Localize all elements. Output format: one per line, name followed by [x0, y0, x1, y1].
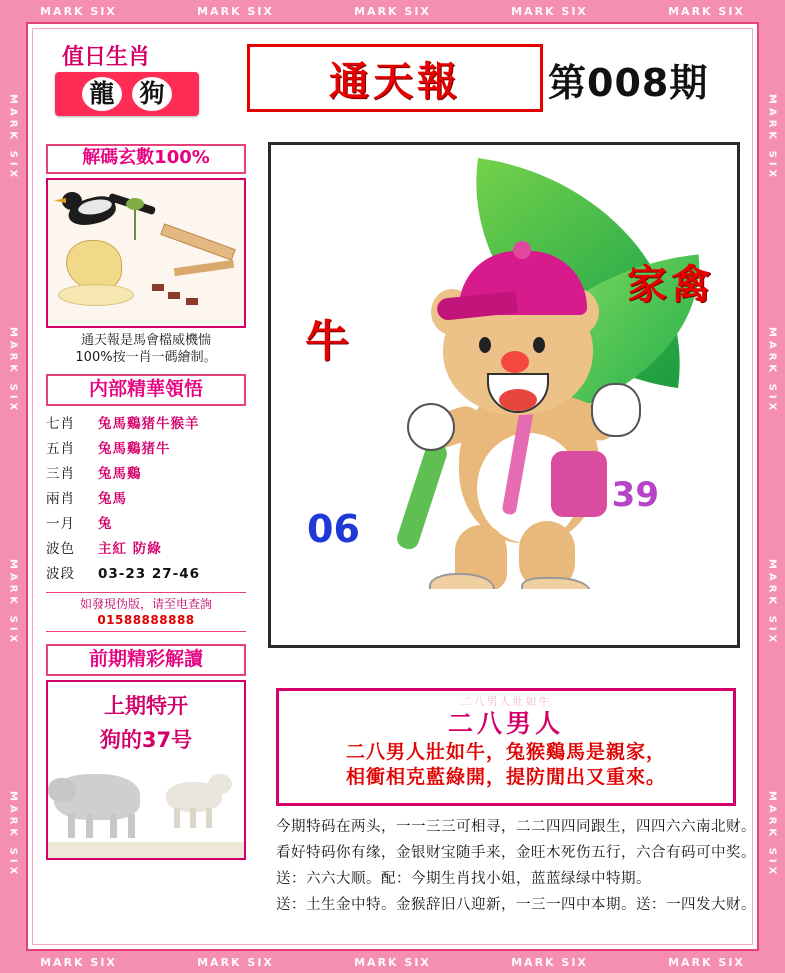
- decode-header: 解碼玄數100%: [46, 144, 246, 174]
- marquee-text: MARK SIX: [354, 955, 431, 969]
- bottom-text-line: 今期特码在两头，一一三三可相寻，二二四四同跟生，四四六六南北财。: [276, 819, 756, 835]
- table-row: [46, 487, 246, 507]
- dog-leg-shape: [206, 808, 212, 828]
- dog-leg-shape: [190, 808, 196, 828]
- bottom-text-line: 送：土生金中特。金猴辞旧八迎新，一三一四中本期。送：一四发大财。: [276, 897, 756, 913]
- table-row: [46, 462, 246, 482]
- prediction-value: 兔馬鷄: [98, 466, 142, 482]
- prediction-value: 兔馬: [98, 491, 127, 507]
- prediction-table: [46, 412, 246, 582]
- plant-stem-shape: [134, 206, 136, 240]
- poem-line-1: 二八男人壯如牛，兔猴鷄馬是親家，: [345, 741, 666, 763]
- zodiac-char-2: 狗: [132, 77, 172, 111]
- table-row: [46, 412, 246, 432]
- prediction-value: 兔馬鷄猪牛: [98, 441, 171, 457]
- cow-leg-shape: [110, 814, 117, 838]
- table-row: [46, 512, 246, 532]
- marquee-text: MARK SIX: [40, 955, 117, 969]
- prediction-value: 兔: [98, 516, 113, 532]
- dog-head-shape: [208, 774, 232, 794]
- table-row: [46, 562, 246, 582]
- label-poultry: 家禽: [627, 262, 715, 308]
- bottom-text-line: 看好特码你有缘，金银财宝随手来，金旺木死伤五行，六合有码可中奖。: [276, 845, 756, 861]
- issue-suffix: 期: [669, 61, 709, 105]
- marquee-text: MARK SIX: [7, 94, 19, 182]
- counterfeit-warning: [46, 592, 246, 632]
- marquee-text: MARK SIX: [668, 955, 745, 969]
- issue-number: 008: [587, 61, 670, 105]
- cow-leg-shape: [86, 814, 93, 838]
- blank-overlay-bar: [327, 589, 713, 627]
- marquee-text: MARK SIX: [197, 955, 274, 969]
- prediction-key: 波段: [46, 566, 75, 582]
- mascot-right-eye: [533, 337, 545, 353]
- prediction-value: 主紅 防綠: [98, 541, 162, 557]
- brick-shape: [168, 292, 180, 299]
- mascot-backpack: [551, 451, 607, 517]
- marquee-text: MARK SIX: [7, 558, 19, 647]
- previous-issue-line-1: 上期特开: [104, 694, 188, 718]
- prediction-key: 三肖: [46, 466, 75, 482]
- dog-leg-shape: [174, 808, 180, 828]
- marquee-text: MARK SIX: [40, 4, 117, 18]
- marquee-text: MARK SIX: [197, 4, 274, 18]
- brick-shape: [186, 298, 198, 305]
- poem-box: [276, 688, 736, 806]
- bird-illustration: [46, 178, 246, 328]
- previous-issue-header: 前期精彩解讀: [46, 644, 246, 676]
- ramp-shape: [160, 223, 236, 260]
- border-band-left: [0, 22, 26, 951]
- cow-leg-shape: [68, 814, 75, 838]
- main-illustration: [268, 142, 740, 648]
- bird-beak-shape: [54, 198, 66, 203]
- poem-line-2: 相衝相克藍綠開，提防閒出又重來。: [345, 766, 666, 788]
- prediction-key: 波色: [46, 541, 75, 557]
- warning-text: 如發現伪版，请至电查詢: [79, 597, 212, 611]
- rock-shape: [66, 240, 122, 290]
- brick-shape: [152, 284, 164, 291]
- decode-note: [46, 332, 246, 366]
- page-title-box: [247, 44, 543, 112]
- issue-prefix: 第: [548, 61, 588, 105]
- decode-note-line-2: 100%按一肖一碼繪制。: [75, 350, 217, 365]
- marquee-text: MARK SIX: [766, 94, 778, 182]
- border-band-bottom: [0, 951, 785, 973]
- marquee-text: MARK SIX: [511, 955, 588, 969]
- prediction-key: 一月: [46, 516, 75, 532]
- ground-shape: [48, 842, 244, 858]
- marquee-text: MARK SIX: [7, 326, 19, 414]
- poem-watermark: 二八男人壯如牛: [460, 695, 552, 706]
- label-ox: 牛: [305, 316, 349, 367]
- cow-head-shape: [48, 778, 76, 802]
- border-band-right: [759, 22, 785, 951]
- lucky-number-left: 06: [307, 507, 360, 551]
- insight-header: 内部精華領悟: [46, 374, 246, 406]
- marquee-text: MARK SIX: [354, 4, 431, 18]
- mascot-cap-button: [513, 241, 531, 259]
- issue-number-group: [548, 52, 708, 107]
- previous-issue-line-2: 狗的37号: [99, 728, 193, 752]
- previous-issue-box: [46, 680, 246, 860]
- prediction-value: 兔馬鷄猪牛猴羊: [98, 416, 200, 432]
- poem-title: 二八男人: [447, 709, 564, 738]
- bottom-text-block: [276, 814, 756, 918]
- marquee-text: MARK SIX: [766, 326, 778, 414]
- table-row: [46, 437, 246, 457]
- mascot-left-eye: [479, 337, 491, 353]
- marquee-text: MARK SIX: [668, 4, 745, 18]
- ramp-lower-shape: [174, 260, 235, 276]
- border-band-top: [0, 0, 785, 22]
- prediction-key: 兩肖: [46, 491, 75, 507]
- bottom-text-line: 送：六六大顺。配：今期生肖找小姐，蓝蓝绿绿中特期。: [276, 871, 651, 887]
- mascot-nose: [501, 351, 529, 373]
- marquee-text: MARK SIX: [766, 791, 778, 879]
- mascot-left-hand: [407, 403, 455, 451]
- page-title: 通天報: [329, 58, 461, 105]
- lucky-number-right: 39: [611, 475, 659, 515]
- table-row: [46, 537, 246, 557]
- prediction-key: 五肖: [46, 441, 75, 457]
- mascot-character: [401, 233, 651, 603]
- prediction-value: 03-23 27-46: [98, 566, 201, 582]
- marquee-text: MARK SIX: [7, 791, 19, 879]
- plant-leaf-shape: [126, 198, 144, 210]
- marquee-text: MARK SIX: [511, 4, 588, 18]
- warning-phone-number[interactable]: 01588888888: [97, 613, 195, 627]
- left-column: [46, 144, 246, 860]
- zodiac-char-1: 龍: [82, 77, 122, 111]
- mascot-right-hand: [591, 383, 641, 437]
- prediction-key: 七肖: [46, 416, 75, 432]
- bamboo-shape: [395, 440, 450, 551]
- zodiac-of-the-day-box: [55, 72, 199, 116]
- zodiac-of-the-day-label: 值日生肖: [62, 45, 151, 70]
- decode-note-line-1: 通天報是馬會檔威機惴: [80, 333, 211, 348]
- marquee-text: MARK SIX: [766, 558, 778, 647]
- cow-leg-shape: [128, 814, 135, 838]
- rock-base-shape: [58, 284, 134, 306]
- mascot-tongue: [499, 389, 537, 411]
